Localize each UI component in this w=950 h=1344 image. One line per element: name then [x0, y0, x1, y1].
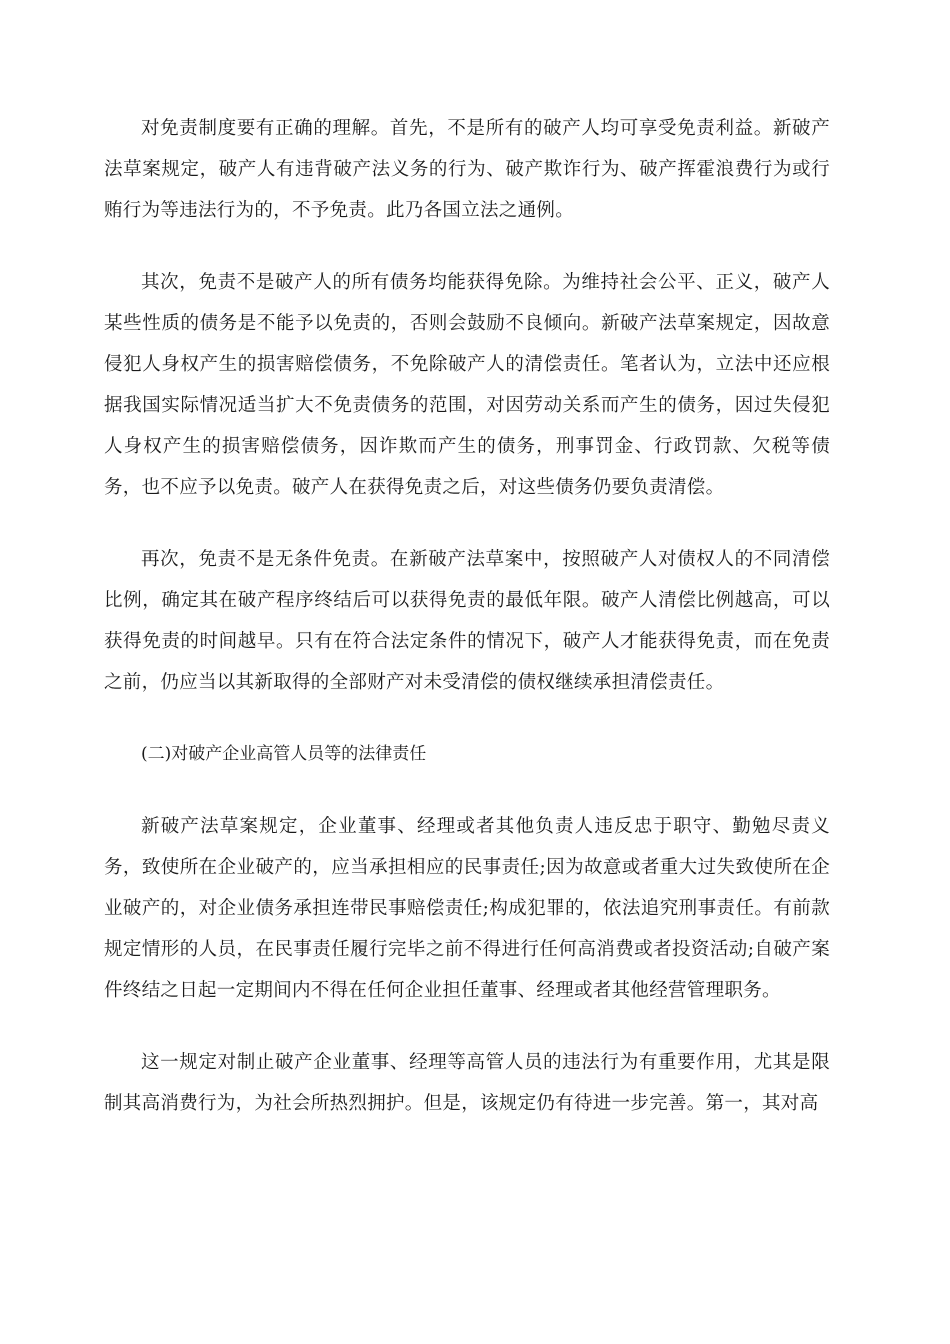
document-body	[104, 108, 830, 1155]
paragraph-exemption-conditions: 再次，免责不是无条件免责。在新破产法草案中，按照破产人对债权人的不同清偿比例，确定其在破产程序终结后可以获得免责的最低年限。破产人清偿比例越高，可以获得免责的时间越早。只有在符合法定条件的情况下，破产人才能获得免责，而在免责之前，仍应当以其新取得的全部财产对未受清偿的债权继续承担清偿责任。	[104, 549, 830, 693]
paragraph-executive-liability: 新破产法草案规定，企业董事、经理或者其他负责人违反忠于职守、勤勉尽责义务，致使所在企业破产的，应当承担相应的民事责任;因为故意或者重大过失致使所在企业破产的，对企业债务承担连带民事赔偿责任;构成犯罪的，依法追究刑事责任。有前款规定情形的人员，在民事责任履行完毕之前不得进行任何高消费或者投资活动;自破产案件终结之日起一定期间内不得在任何企业担任董事、经理或者其他经营管理职务。	[104, 816, 830, 1001]
paragraph-exemption-understanding: 对免责制度要有正确的理解。首先，不是所有的破产人均可享受免责利益。新破产法草案规定，破产人有违背破产法义务的行为、破产欺诈行为、破产挥霍浪费行为或行贿行为等违法行为的，不予免责。此乃各国立法之通例。	[104, 118, 830, 221]
section-heading: (二)对破产企业高管人员等的法律责任	[141, 744, 427, 764]
paragraph-exemption-scope: 其次，免责不是破产人的所有债务均能获得免除。为维持社会公平、正义，破产人某些性质的债务是不能予以免责的，否则会鼓励不良倾向。新破产法草案规定，因故意侵犯人身权产生的损害赔偿债务，不免除破产人的清偿责任。笔者认为，立法中还应根据我国实际情况适当扩大不免责债务的范围，对因劳动关系而产生的债务，因过失侵犯人身权产生的损害赔偿债务，因诈欺而产生的债务，刑事罚金、行政罚款、欠税等债务，也不应予以免责。破产人在获得免责之后，对这些债务仍要负责清偿。	[104, 272, 830, 498]
paragraph-regulation-comment: 这一规定对制止破产企业董事、经理等高管人员的违法行为有重要作用，尤其是限制其高消费行为，为社会所热烈拥护。但是，该规定仍有待进一步完善。第一，其对高	[104, 1052, 830, 1114]
